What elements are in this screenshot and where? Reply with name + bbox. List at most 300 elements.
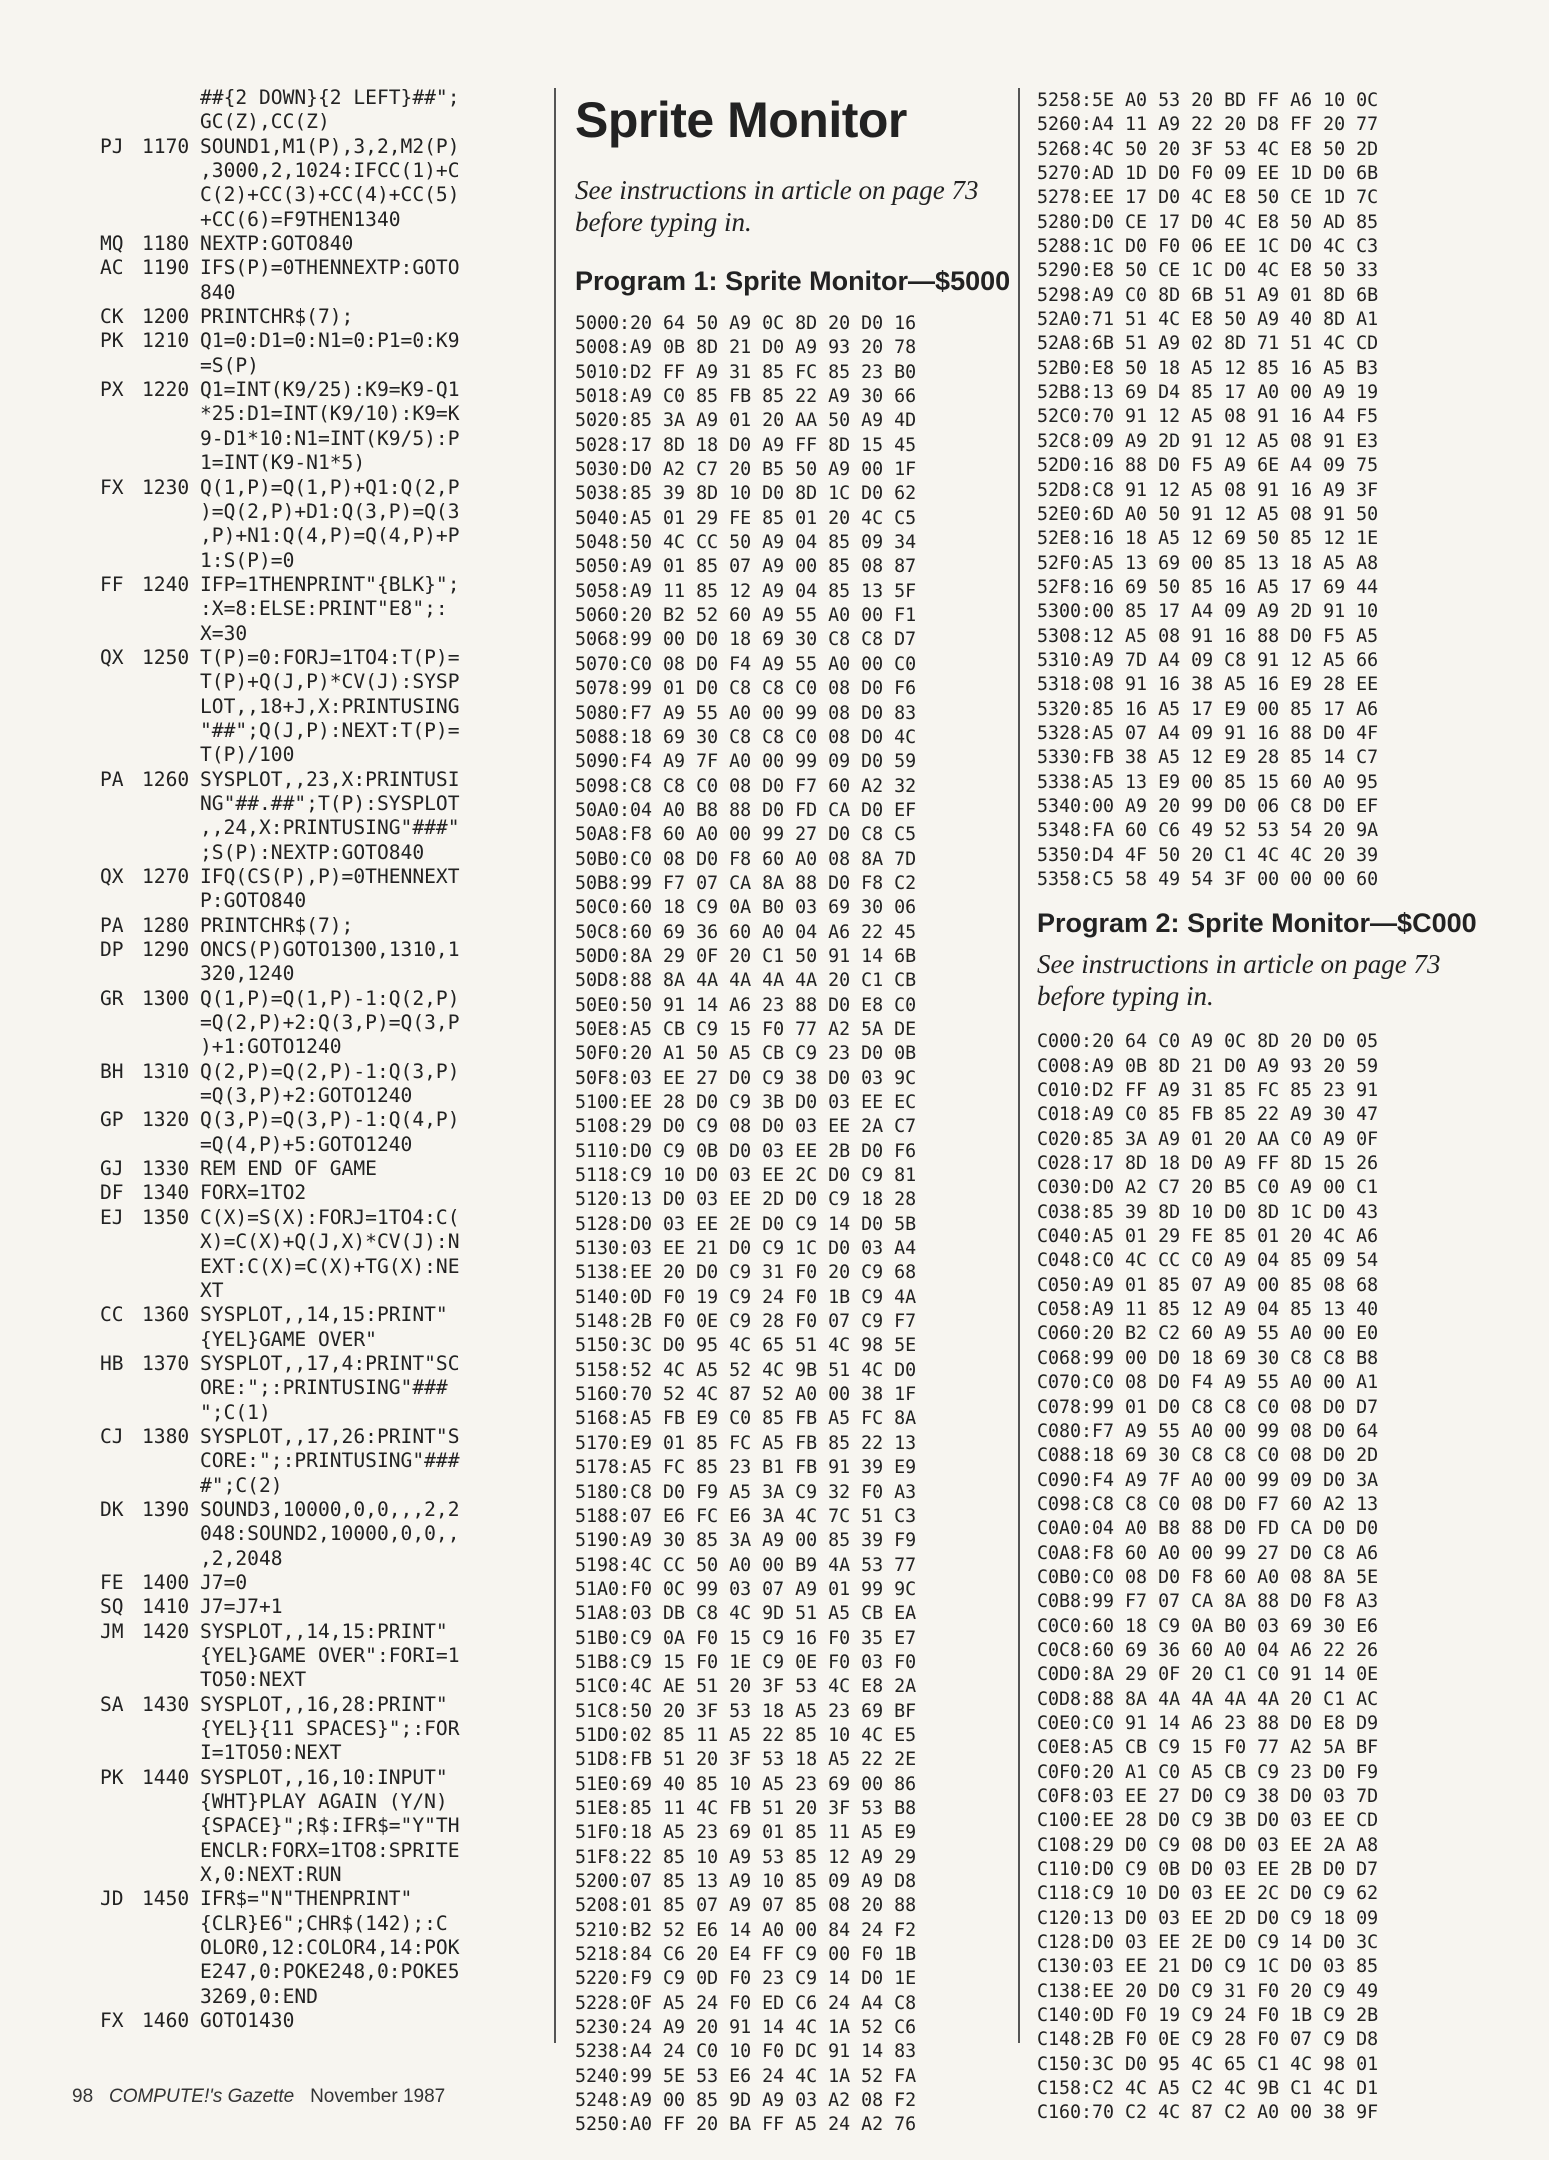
hex-line: C0B0:C0 08 D0 F8 60 A0 08 8A 5E — [1037, 1566, 1379, 1588]
hex-line: 5288:1C D0 F0 06 EE 1C D0 4C C3 — [1037, 236, 1379, 258]
line-number — [142, 1279, 200, 1303]
hex-line: 5058:A9 11 85 12 A9 04 85 13 5F — [575, 580, 917, 602]
hex-line: 5330:FB 38 A5 12 E9 28 85 14 C7 — [1037, 747, 1379, 769]
basic-line — [100, 1766, 540, 1790]
checksum — [100, 208, 142, 232]
hex-line: 5060:20 B2 52 60 A9 55 A0 00 F1 — [575, 605, 917, 627]
line-number — [142, 695, 200, 719]
code-text: ONCS(P)GOTO1300,1310,1 — [200, 938, 460, 962]
checksum: AC — [100, 256, 124, 280]
basic-line — [100, 622, 540, 646]
line-number — [142, 1960, 200, 1984]
hex-line: 5220:F9 C9 0D F0 23 C9 14 D0 1E — [575, 1968, 917, 1990]
checksum — [100, 719, 142, 743]
basic-line — [100, 1595, 540, 1619]
line-number: 1330 — [142, 1157, 190, 1181]
line-number: 1180 — [142, 232, 190, 256]
checksum — [100, 427, 142, 451]
hex-line: 5040:A5 01 29 FE 85 01 20 4C C5 — [575, 507, 917, 529]
hex-line: 5090:F4 A9 7F A0 00 99 09 D0 59 — [575, 751, 917, 773]
line-number — [142, 1084, 200, 1108]
hex-line: 5068:99 00 D0 18 69 30 C8 C8 D7 — [575, 629, 917, 651]
hex-line: 5138:EE 20 D0 C9 31 F0 20 C9 68 — [575, 1262, 917, 1284]
line-number: 1280 — [142, 913, 190, 937]
hex-line: 52E0:6D A0 50 91 12 A5 08 91 50 — [1037, 503, 1379, 525]
basic-line — [100, 1814, 540, 1838]
checksum — [100, 1741, 142, 1765]
hex-line: 51F8:22 85 10 A9 53 85 12 A9 29 — [575, 1846, 917, 1868]
code-text: {YEL}GAME OVER" — [200, 1327, 377, 1351]
hex-line: 5088:18 69 30 C8 C8 C0 08 D0 4C — [575, 726, 917, 748]
hex-line: 50E0:50 91 14 A6 23 88 D0 E8 C0 — [575, 994, 917, 1016]
basic-line — [100, 962, 540, 986]
hex-line: C0D0:8A 29 0F 20 C1 C0 91 14 0E — [1037, 1664, 1379, 1686]
line-number — [142, 500, 200, 524]
code-text: Q1=0:D1=0:N1=0:P1=0:K9 — [200, 329, 460, 353]
hex-line: 51E0:69 40 85 10 A5 23 69 00 86 — [575, 1773, 917, 1795]
hex-line: 5308:12 A5 08 91 16 88 D0 F5 A5 — [1037, 625, 1379, 647]
code-text: E247,0:POKE248,0:POKE5 — [200, 1960, 460, 1984]
code-text: 320,1240 — [200, 962, 295, 986]
checksum — [100, 1255, 142, 1279]
basic-line — [100, 549, 540, 573]
checksum: PA — [100, 767, 124, 791]
hex-line: 52F8:16 69 50 85 16 A5 17 69 44 — [1037, 576, 1379, 598]
checksum — [100, 110, 142, 134]
basic-line — [100, 329, 540, 353]
line-number — [142, 670, 200, 694]
checksum — [100, 1985, 142, 2009]
hex-line: 5180:C8 D0 F9 A5 3A C9 32 F0 A3 — [575, 1481, 917, 1503]
basic-line — [100, 1352, 540, 1376]
hex-line: 5050:A9 01 85 07 A9 00 85 08 87 — [575, 556, 917, 578]
checksum — [100, 695, 142, 719]
program1-hex-listing — [575, 312, 1015, 2138]
hex-line: 5000:20 64 50 A9 0C 8D 20 D0 16 — [575, 313, 917, 334]
line-number — [142, 1790, 200, 1814]
hex-line: 5248:A9 00 85 9D A9 03 A2 08 F2 — [575, 2090, 917, 2112]
line-number — [142, 427, 200, 451]
checksum: PA — [100, 913, 124, 937]
code-text: SYSPLOT,,17,4:PRINT"SC — [200, 1351, 460, 1375]
checksum — [100, 1717, 142, 1741]
line-number: 1350 — [142, 1205, 190, 1229]
hex-line: C0F8:03 EE 27 D0 C9 38 D0 03 7D — [1037, 1786, 1379, 1807]
checksum — [100, 1449, 142, 1473]
checksum: FX — [100, 475, 124, 499]
hex-line: 5350:D4 4F 50 20 C1 4C 4C 20 39 — [1037, 844, 1379, 866]
typing-instructions-2: See instructions in article on page 73 before typing in. — [1037, 949, 1441, 1012]
line-number: 1240 — [142, 572, 190, 596]
code-text: Q1=INT(K9/25):K9=K9-Q1 — [200, 378, 460, 402]
checksum: PJ — [100, 134, 124, 158]
hex-line: 5240:99 5E 53 E6 24 4C 1A 52 FA — [575, 2065, 917, 2087]
basic-line — [100, 646, 540, 670]
checksum — [100, 622, 142, 646]
code-text: P:GOTO840 — [200, 889, 307, 913]
basic-line — [100, 1620, 540, 1644]
checksum: GR — [100, 986, 124, 1010]
line-number — [142, 1741, 200, 1765]
hex-line: 50F8:03 EE 27 D0 C9 38 D0 03 9C — [575, 1067, 917, 1089]
line-number — [142, 86, 200, 110]
basic-line — [100, 354, 540, 378]
basic-line — [100, 159, 540, 183]
basic-line — [100, 524, 540, 548]
line-number — [142, 354, 200, 378]
checksum — [100, 500, 142, 524]
checksum — [100, 1011, 142, 1035]
hex-line: 51C0:4C AE 51 20 3F 53 4C E8 2A — [575, 1676, 917, 1698]
hex-line: C0E8:A5 CB C9 15 F0 77 A2 5A BF — [1037, 1737, 1379, 1759]
checksum — [100, 1230, 142, 1254]
checksum — [100, 841, 142, 865]
line-number — [142, 1839, 200, 1863]
checksum — [100, 1863, 142, 1887]
line-number — [142, 1255, 200, 1279]
hex-line: C080:F7 A9 55 A0 00 99 08 D0 64 — [1037, 1420, 1379, 1442]
checksum — [100, 792, 142, 816]
code-text: ORE:";:PRINTUSING"### — [200, 1376, 448, 1400]
hex-line: C118:C9 10 D0 03 EE 2C D0 C9 62 — [1037, 1883, 1379, 1905]
line-number — [142, 719, 200, 743]
code-text: X,0:NEXT:RUN — [200, 1863, 342, 1887]
code-text: CORE:";:PRINTUSING"### — [200, 1449, 460, 1473]
line-number — [142, 1644, 200, 1668]
hex-line: 50B0:C0 08 D0 F8 60 A0 08 8A 7D — [575, 848, 917, 870]
checksum — [100, 1814, 142, 1838]
hex-line: 5238:A4 24 C0 10 F0 DC 91 14 83 — [575, 2041, 917, 2063]
checksum: QX — [100, 645, 124, 669]
line-number — [142, 1011, 200, 1035]
checksum: GP — [100, 1108, 124, 1132]
program2-hex-listing — [1037, 1030, 1487, 2125]
issue-date: November 1987 — [310, 2086, 446, 2107]
hex-line: 5148:2B F0 0E C9 28 F0 07 C9 F7 — [575, 1311, 917, 1333]
code-text: C(2)+CC(3)+CC(4)+CC(5) — [200, 183, 460, 207]
hex-line: 5348:FA 60 C6 49 52 53 54 20 9A — [1037, 820, 1379, 842]
hex-line: C0B8:99 F7 07 CA 8A 88 D0 F8 A3 — [1037, 1591, 1379, 1613]
checksum: GJ — [100, 1157, 124, 1181]
hex-line: 5128:D0 03 EE 2E D0 C9 14 D0 5B — [575, 1213, 917, 1235]
checksum: CC — [100, 1303, 124, 1327]
code-text: *25:D1=INT(K9/10):K9=K — [200, 402, 460, 426]
line-number — [142, 281, 200, 305]
basic-line — [100, 1376, 540, 1400]
hex-line: C088:18 69 30 C8 C8 C0 08 D0 2D — [1037, 1445, 1379, 1467]
checksum — [100, 402, 142, 426]
checksum — [100, 670, 142, 694]
basic-line — [100, 1108, 540, 1132]
hex-line: 51D8:FB 51 20 3F 53 18 A5 22 2E — [575, 1749, 917, 1771]
checksum: FX — [100, 2009, 124, 2033]
hex-line: 5230:24 A9 20 91 14 4C 1A 52 C6 — [575, 2017, 917, 2039]
code-text: REM END OF GAME — [200, 1157, 377, 1181]
hex-line: C098:C8 C8 C0 08 D0 F7 60 A2 13 — [1037, 1493, 1379, 1515]
basic-line — [100, 938, 540, 962]
line-number — [142, 1230, 200, 1254]
code-text: J7=J7+1 — [200, 1595, 283, 1619]
hex-line: 5188:07 E6 FC E6 3A 4C 7C 51 C3 — [575, 1505, 917, 1527]
basic-line — [100, 792, 540, 816]
checksum — [100, 1401, 142, 1425]
program2-heading — [1037, 906, 1487, 940]
hex-line: 52F0:A5 13 69 00 85 13 18 A5 A8 — [1037, 552, 1379, 574]
basic-line — [100, 1011, 540, 1035]
hex-line: 5140:0D F0 19 C9 24 F0 1B C9 4A — [575, 1286, 917, 1308]
line-number: 1380 — [142, 1424, 190, 1448]
hex-line: C000:20 64 C0 A9 0C 8D 20 D0 05 — [1037, 1031, 1379, 1053]
basic-line — [100, 865, 540, 889]
checksum — [100, 86, 142, 110]
checksum — [100, 1035, 142, 1059]
basic-line — [100, 1863, 540, 1887]
code-text: =S(P) — [200, 353, 259, 377]
code-text: :X=8:ELSE:PRINT"E8";: — [200, 597, 448, 621]
code-text: {YEL}GAME OVER":FORI=1 — [200, 1644, 460, 1667]
hex-line: 52B0:E8 50 18 A5 12 85 16 A5 B3 — [1037, 357, 1379, 379]
hex-line: 5210:B2 52 E6 14 A0 00 84 24 F2 — [575, 1919, 917, 1941]
checksum — [100, 451, 142, 475]
hex-line: 51F0:18 A5 23 69 01 85 11 A5 E9 — [575, 1822, 917, 1844]
program1-label: Program 1: — [575, 266, 718, 296]
program2-name: Sprite Monitor—$C000 — [1187, 908, 1477, 939]
code-text: SYSPLOT,,16,28:PRINT" — [200, 1692, 448, 1716]
checksum: QX — [100, 865, 124, 888]
basic-line — [100, 1230, 540, 1254]
basic-line — [100, 1790, 540, 1814]
hex-line: C018:A9 C0 85 FB 85 22 A9 30 47 — [1037, 1104, 1379, 1126]
hex-line: C010:D2 FF A9 31 85 FC 85 23 91 — [1037, 1080, 1379, 1102]
checksum — [100, 1328, 142, 1352]
line-number — [142, 792, 200, 816]
line-number — [142, 597, 200, 621]
code-text: ,3000,2,1024:IFCC(1)+C — [200, 159, 460, 183]
hex-line: C008:A9 0B 8D 21 D0 A9 93 20 59 — [1037, 1055, 1379, 1077]
checksum: CJ — [100, 1424, 124, 1448]
hex-line: 5170:E9 01 85 FC A5 FB 85 22 13 — [575, 1432, 917, 1454]
checksum — [100, 281, 142, 305]
code-text: T(P)+Q(J,P)*CV(J):SYSP — [200, 670, 460, 694]
checksum — [100, 1644, 142, 1668]
hex-line: 52A8:6B 51 A9 02 8D 71 51 4C CD — [1037, 333, 1379, 355]
basic-line — [100, 841, 540, 865]
hex-line: C028:17 8D 18 D0 A9 FF 8D 15 26 — [1037, 1153, 1379, 1175]
code-text: PRINTCHR$(7); — [200, 913, 354, 937]
code-text: PRINTCHR$(7); — [200, 305, 354, 329]
code-text: GOTO1430 — [200, 2009, 295, 2033]
code-text: Q(3,P)=Q(3,P)-1:Q(4,P) — [200, 1108, 460, 1132]
basic-line — [100, 1693, 540, 1717]
hex-line: C070:C0 08 D0 F4 A9 55 A0 00 A1 — [1037, 1372, 1379, 1394]
hex-line: 50C8:60 69 36 60 A0 04 A6 22 45 — [575, 921, 917, 943]
checksum — [100, 1133, 142, 1157]
hex-line: 51E8:85 11 4C FB 51 20 3F 53 B8 — [575, 1797, 917, 1819]
checksum — [100, 1668, 142, 1692]
basic-line — [100, 1668, 540, 1692]
checksum: PK — [100, 1765, 124, 1789]
basic-line — [100, 1912, 540, 1936]
hex-line: 5120:13 D0 03 EE 2D D0 C9 18 28 — [575, 1189, 917, 1211]
hex-line: 51A8:03 DB C8 4C 9D 51 A5 CB EA — [575, 1603, 917, 1625]
basic-line — [100, 500, 540, 524]
hex-line: C060:20 B2 C2 60 A9 55 A0 00 E0 — [1037, 1323, 1379, 1345]
line-number: 1410 — [142, 1595, 190, 1619]
basic-line — [100, 1887, 540, 1911]
line-number — [142, 1133, 200, 1157]
hex-line: 5198:4C CC 50 A0 00 B9 4A 53 77 — [575, 1554, 917, 1576]
basic-line — [100, 768, 540, 792]
line-number: 1420 — [142, 1619, 190, 1643]
hex-line: 5320:85 16 A5 17 E9 00 85 17 A6 — [1037, 698, 1379, 720]
hex-line: 52D0:16 88 D0 F5 A9 6E A4 09 75 — [1037, 455, 1379, 477]
code-text: "##";Q(J,P):NEXT:T(P)= — [200, 718, 460, 742]
code-text: C(X)=S(X):FORJ=1TO4:C( — [200, 1205, 460, 1229]
checksum — [100, 524, 142, 548]
basic-line — [100, 1498, 540, 1522]
basic-line — [100, 135, 540, 159]
code-text: X=30 — [200, 621, 248, 645]
code-text: IFR$="N"THENPRINT" — [200, 1887, 413, 1911]
code-text: {YEL}{11 SPACES}";:FOR — [200, 1717, 460, 1741]
code-text: T(P)/100 — [200, 743, 295, 767]
basic-line — [100, 1401, 540, 1425]
line-number: 1450 — [142, 1887, 190, 1911]
hex-line: 5260:A4 11 A9 22 20 D8 FF 20 77 — [1037, 114, 1379, 136]
hex-line: C130:03 EE 21 D0 C9 1C D0 03 85 — [1037, 1956, 1379, 1978]
hex-line: C058:A9 11 85 12 A9 04 85 13 40 — [1037, 1299, 1379, 1321]
checksum — [100, 597, 142, 621]
code-text: SYSPLOT,,16,10:INPUT" — [200, 1765, 448, 1789]
basic-line — [100, 573, 540, 597]
hex-line: 5100:EE 28 D0 C9 3B D0 03 EE EC — [575, 1092, 917, 1113]
hex-line: 5030:D0 A2 C7 20 B5 50 A9 00 1F — [575, 459, 917, 481]
code-text: 1:S(P)=0 — [200, 548, 295, 572]
hex-line: C108:29 D0 C9 08 D0 03 EE 2A A8 — [1037, 1834, 1379, 1856]
basic-line — [100, 1060, 540, 1084]
code-text: +CC(6)=F9THEN1340 — [200, 207, 401, 231]
line-number — [142, 816, 200, 840]
basic-line — [100, 281, 540, 305]
basic-line — [100, 256, 540, 280]
hex-line: C158:C2 4C A5 C2 4C 9B C1 4C D1 — [1037, 2078, 1379, 2100]
checksum: MQ — [100, 232, 124, 256]
basic-line — [100, 987, 540, 1011]
line-number: 1320 — [142, 1108, 190, 1132]
code-text: {SPACE}";R$:IFR$="Y"TH — [200, 1814, 460, 1838]
code-text: 3269,0:END — [200, 1984, 318, 2008]
line-number — [142, 841, 200, 865]
line-number: 1390 — [142, 1497, 190, 1521]
checksum: SQ — [100, 1595, 124, 1619]
basic-line — [100, 427, 540, 451]
code-text: SOUND1,M1(P),3,2,M2(P) — [200, 134, 460, 158]
code-text: TO50:NEXT — [200, 1668, 307, 1692]
code-text: NG"##.##";T(P):SYSPLOT — [200, 791, 460, 815]
code-text: SYSPLOT,,17,26:PRINT"S — [200, 1424, 460, 1448]
hex-line: 51D0:02 85 11 A5 22 85 10 4C E5 — [575, 1724, 917, 1746]
code-text: =Q(3,P)+2:GOTO1240 — [200, 1084, 413, 1108]
hex-line: 50F0:20 A1 50 A5 CB C9 23 D0 0B — [575, 1043, 917, 1065]
code-text: IFP=1THENPRINT"{BLK}"; — [200, 572, 460, 596]
code-text: Q(1,P)=Q(1,P)-1:Q(2,P) — [200, 986, 460, 1010]
hex-line: 5268:4C 50 20 3F 53 4C E8 50 2D — [1037, 138, 1379, 160]
hex-line: C068:99 00 D0 18 69 30 C8 C8 B8 — [1037, 1347, 1379, 1369]
hex-line: 5158:52 4C A5 52 4C 9B 51 4C D0 — [575, 1359, 917, 1381]
code-text: )+1:GOTO1240 — [200, 1035, 342, 1059]
hex-line: C030:D0 A2 C7 20 B5 C0 A9 00 C1 — [1037, 1177, 1379, 1199]
hex-line: C0C0:60 18 C9 0A B0 03 69 30 E6 — [1037, 1615, 1379, 1637]
checksum — [100, 183, 142, 207]
line-number: 1440 — [142, 1765, 190, 1789]
hex-line: 52A0:71 51 4C E8 50 A9 40 8D A1 — [1037, 309, 1379, 331]
code-text: T(P)=0:FORJ=1TO4:T(P)= — [200, 645, 460, 669]
hex-line: 50B8:99 F7 07 CA 8A 88 D0 F8 C2 — [575, 872, 917, 894]
checksum — [100, 1547, 142, 1571]
checksum: HB — [100, 1351, 124, 1375]
hex-line: 5150:3C D0 95 4C 65 51 4C 98 5E — [575, 1335, 917, 1357]
hex-line: C0C8:60 69 36 60 A0 04 A6 22 26 — [1037, 1639, 1379, 1661]
hex-line: 5070:C0 08 D0 F4 A9 55 A0 00 C0 — [575, 653, 917, 675]
line-number — [142, 110, 200, 134]
hex-line: 5010:D2 FF A9 31 85 FC 85 23 B0 — [575, 361, 917, 383]
line-number — [142, 1912, 200, 1936]
hex-line: C048:C0 4C CC C0 A9 04 85 09 54 — [1037, 1250, 1379, 1272]
line-number — [142, 159, 200, 183]
hex-line: 5178:A5 FC 85 23 B1 FB 91 39 E9 — [575, 1457, 917, 1479]
line-number — [142, 743, 200, 767]
checksum: JD — [100, 1887, 124, 1911]
line-number — [142, 1936, 200, 1960]
checksum — [100, 1790, 142, 1814]
column-divider-right — [1018, 88, 1020, 2043]
line-number — [142, 889, 200, 913]
basic-line — [100, 2009, 540, 2033]
code-text: GC(Z),CC(Z) — [200, 110, 330, 134]
code-text: XT — [200, 1278, 224, 1302]
hex-line: 5340:00 A9 20 99 D0 06 C8 D0 EF — [1037, 795, 1379, 817]
basic-line — [100, 305, 540, 329]
checksum: EJ — [100, 1205, 124, 1229]
hex-line: 52E8:16 18 A5 12 69 50 85 12 1E — [1037, 528, 1379, 550]
code-text: ##{2 DOWN}{2 LEFT}##"; — [200, 86, 460, 109]
hex-line: C150:3C D0 95 4C 65 C1 4C 98 01 — [1037, 2053, 1379, 2075]
hex-line: 5018:A9 C0 85 FB 85 22 A9 30 66 — [575, 386, 917, 408]
hex-line: 50E8:A5 CB C9 15 F0 77 A2 5A DE — [575, 1018, 917, 1040]
line-number — [142, 1474, 200, 1498]
line-number — [142, 1863, 200, 1887]
code-text: FORX=1TO2 — [200, 1181, 307, 1205]
code-text: OLOR0,12:COLOR4,14:POK — [200, 1936, 460, 1960]
basic-line — [100, 1425, 540, 1449]
code-text: ,,24,X:PRINTUSING"###" — [200, 816, 460, 840]
line-number: 1310 — [142, 1059, 190, 1083]
line-number: 1210 — [142, 329, 190, 353]
article-title: Sprite Monitor — [575, 92, 907, 148]
basic-line — [100, 1206, 540, 1230]
hex-line: 5038:85 39 8D 10 D0 8D 1C D0 62 — [575, 483, 917, 505]
hex-line: 51B8:C9 15 F0 1E C9 0E F0 03 F0 — [575, 1651, 917, 1673]
code-text: Q(2,P)=Q(2,P)-1:Q(3,P) — [200, 1059, 460, 1083]
line-number: 1170 — [142, 134, 190, 158]
hex-line: C110:D0 C9 0B D0 03 EE 2B D0 D7 — [1037, 1859, 1379, 1881]
basic-line — [100, 743, 540, 767]
line-number — [142, 1985, 200, 2009]
hex-line: C0D8:88 8A 4A 4A 4A 4A 20 C1 AC — [1037, 1688, 1379, 1710]
basic-line — [100, 719, 540, 743]
hex-line: C100:EE 28 D0 C9 3B D0 03 EE CD — [1037, 1810, 1379, 1832]
basic-line — [100, 597, 540, 621]
